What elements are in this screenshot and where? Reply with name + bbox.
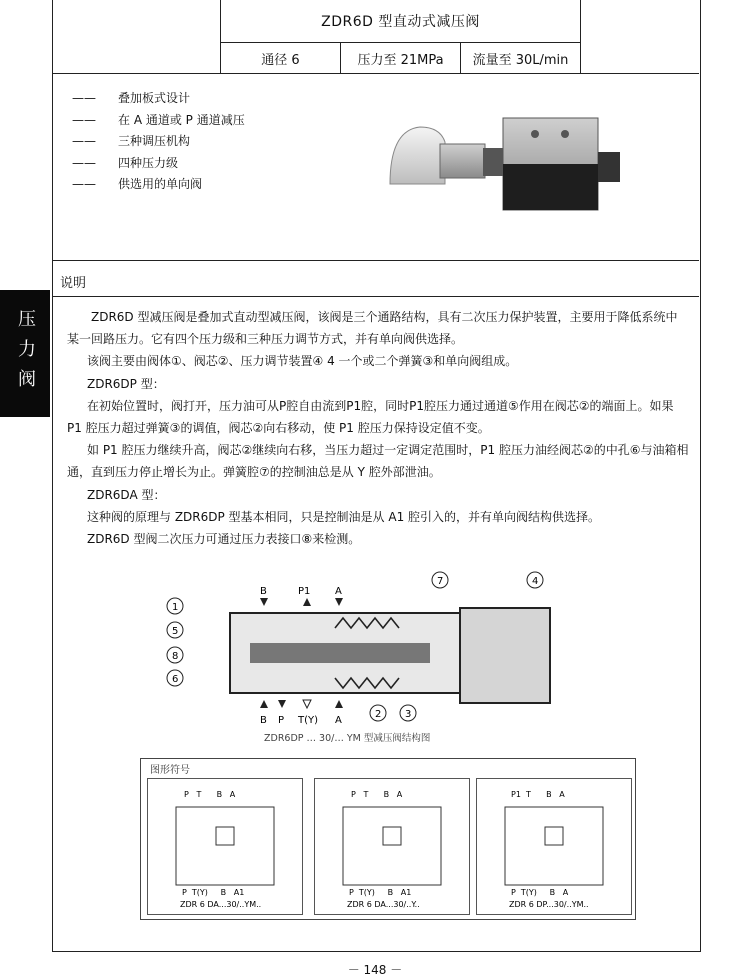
port-label: P1 <box>298 586 311 597</box>
port-label: B <box>260 586 267 597</box>
feature-text: 叠加板式设计 <box>118 91 191 105</box>
port-label: P T B A <box>351 790 403 799</box>
feature-item <box>72 110 245 132</box>
callout-number: 7 <box>437 576 444 587</box>
port-label: B <box>260 715 267 726</box>
symbol-panel <box>476 778 632 915</box>
callout-number: 8 <box>172 651 179 662</box>
symbol-label: 图形符号 <box>150 765 190 776</box>
port-label: P T(Y) B A1 <box>349 888 412 897</box>
port-label: P T(Y) B A1 <box>182 888 245 897</box>
port-label: A <box>335 715 342 726</box>
description <box>67 306 689 550</box>
feature-text: 在 A 通道或 P 通道减压 <box>118 112 245 127</box>
divider <box>52 260 699 261</box>
divider <box>52 73 699 74</box>
drawing-caption: ZDR6DP … 30/… YM 型减压阀结构图 <box>264 733 431 744</box>
paragraph: ZDR6D 型减压阀是叠加式直动型减压阀，该阀是三个通路结构，具有二次压力保护装置，主要用于降低系统中某一回路压力。它有四个压力级和三种压力调节方式，并有单向阀供选择。 <box>67 310 678 347</box>
port-label: P T(Y) B A <box>511 888 569 897</box>
type-code: ZDR 6 DA...30/..Y.. <box>347 900 420 909</box>
feature-item <box>72 88 245 110</box>
dash: —— <box>72 91 96 105</box>
feature-text: 供选用的单向阀 <box>118 177 203 191</box>
feature-item <box>72 131 245 153</box>
spec-bore: 通径 6 <box>221 42 341 74</box>
feature-text: 四种压力级 <box>118 155 179 170</box>
dash: —— <box>72 177 96 191</box>
paragraph: ZDR6DA 型： <box>87 487 166 502</box>
callout-number: 1 <box>172 602 179 613</box>
dash: —— <box>72 112 96 127</box>
port-label: P <box>278 715 285 726</box>
callout-number: 6 <box>172 674 179 685</box>
paragraph: ZDR6DP 型： <box>87 376 165 391</box>
page-title: ZDR6D 型直动式减压阀 <box>220 0 581 43</box>
feature-text: 三种调压机构 <box>118 134 191 148</box>
side-tab <box>0 290 50 417</box>
paragraph: 如 P1 腔压力继续升高，阀芯②继续向右移，当压力超过一定调定范围时，P1 腔压力油经阀芯②的中孔⑥与油箱相通，直到压力停止增长为止。弹簧腔⑦的控制油总是从 Y 腔外部泄油。 <box>67 443 689 480</box>
paragraph: ZDR6D 型阀二次压力可通过压力表接口⑧来检测。 <box>87 532 361 547</box>
port-label: T(Y) <box>298 715 319 726</box>
type-code: ZDR 6 DP...30/..YM.. <box>509 900 589 909</box>
product-photo <box>385 112 625 212</box>
symbol-panel <box>147 778 303 915</box>
type-code: ZDR 6 DA...30/..YM.. <box>180 900 262 909</box>
side-tab-text: 压力阀 <box>15 308 36 399</box>
callout-number: 3 <box>405 709 412 720</box>
page-number: － 148 － <box>347 963 403 977</box>
port-label: P1 T B A <box>511 790 565 799</box>
spec-pressure: 压力至 21MPa <box>341 42 461 74</box>
section-drawing <box>160 568 580 748</box>
paragraph: 在初始位置时，阀打开，压力油可从P腔自由流到P1腔，同时P1腔压力通过通道⑤作用在阀芯②的端面上。如果 P1 腔压力超过弹簧③的调值，阀芯②向右移动，使 P1 腔压力保持设定值不变。 <box>67 398 674 436</box>
feature-item <box>72 174 245 196</box>
feature-item <box>72 153 245 175</box>
symbol-panel <box>314 778 470 915</box>
callout-number: 2 <box>375 709 382 720</box>
feature-list <box>72 88 245 196</box>
spec-flow: 流量至 30L/min <box>472 52 569 68</box>
dash: —— <box>72 155 96 170</box>
callout-number: 5 <box>172 626 179 637</box>
paragraph: 这种阀的原理与 ZDR6DP 型基本相同，只是控制油是从 A1 腔引入的，并有单向阀结构供选择。 <box>87 509 601 524</box>
port-label: A <box>335 586 342 597</box>
divider <box>52 296 699 297</box>
spec-row <box>220 42 581 74</box>
port-label: P T B A <box>184 790 236 799</box>
paragraph: 该阀主要由阀体①、阀芯②、压力调节装置④ 4 一个或二个弹簧③和单向阀组成。 <box>87 354 518 369</box>
section-label: 说明 <box>60 276 87 291</box>
callout-number: 4 <box>532 576 539 587</box>
dash: —— <box>72 134 96 148</box>
